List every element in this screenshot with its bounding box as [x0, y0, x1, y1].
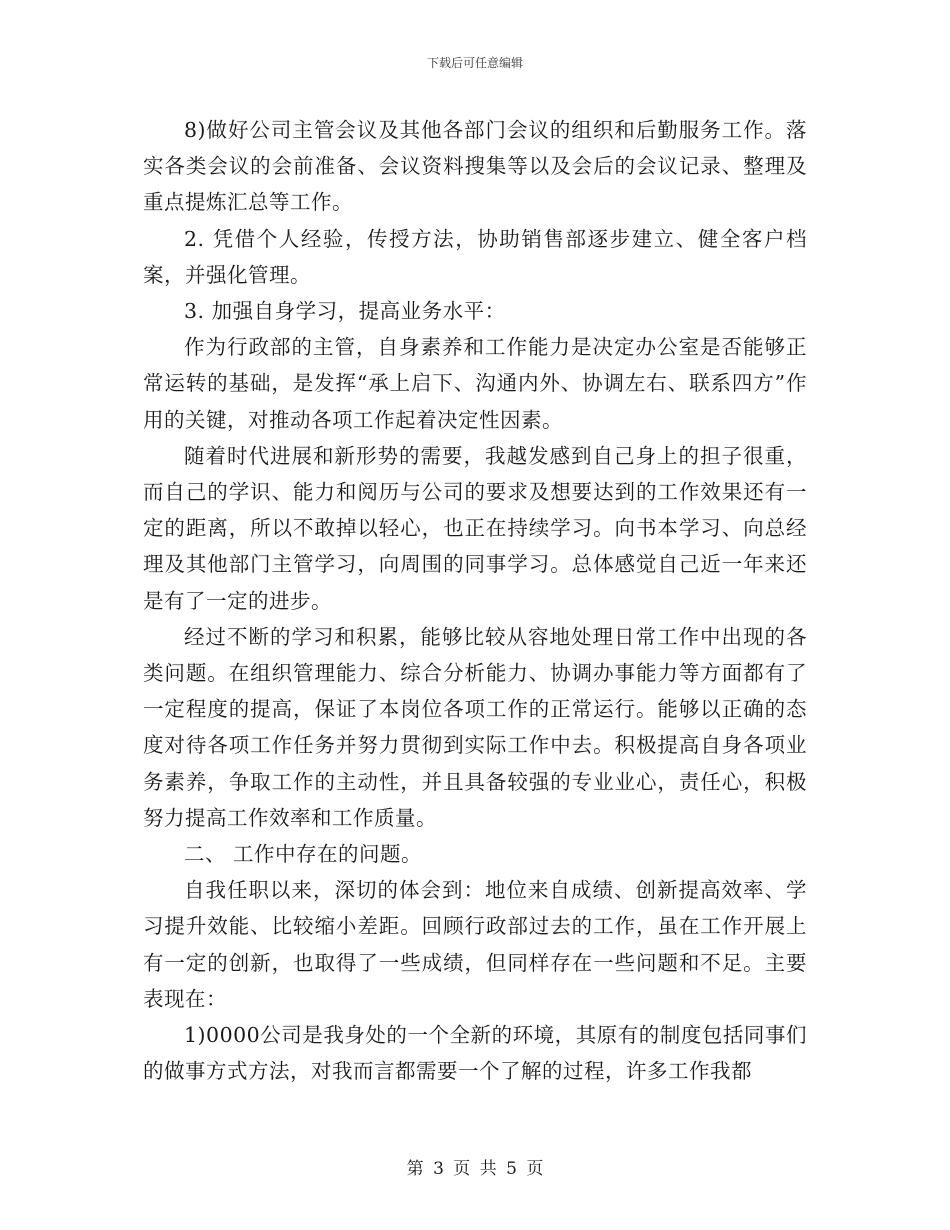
paragraph-item-8-meetings: 8)做好公司主管会议及其他各部门会议的组织和后勤服务工作。落实各类会议的会前准备、会议资料搜集等以及会后的会议记录、整理及重点提炼汇总等工作。: [143, 118, 807, 215]
page-number-footer: 第 3 页 共 5 页: [406, 1159, 544, 1179]
paragraph-problem-1: 1)0000公司是我身处的一个全新的环境，其原有的制度包括同事们的做事方式方法，对我而言都需要一个了解的过程，许多工作我都: [143, 1023, 807, 1084]
paragraph-supervisor-role: 作为行政部的主管，自身素养和工作能力是决定办公室是否能够正常运转的基础，是发挥“承上启下、沟通内外、协调左右、联系四方”作用的关键，对推动各项工作起着决定性因素。: [143, 335, 807, 432]
paragraph-accumulation: 经过不断的学习和积累，能够比较从容地处理日常工作中出现的各类问题。在组织管理能力、综合分析能力、协调办事能力等方面都有了一定程度的提高，保证了本岗位各项工作的正常运行。能够以正确的态度对待各项工作任务并努力贯彻到实际工作中去。积极提高自身各项业务素养，争取工作的主动性，并且具备较强的专业业心，责任心，积极努力提高工作效率和工作质量。: [143, 624, 807, 830]
paragraph-continuous-learning: 随着时代进展和新形势的需要，我越发感到自己身上的担子很重，而自己的学识、能力和阅历与公司的要求及想要达到的工作效果还有一定的距离，所以不敢掉以轻心，也正在持续学习。向书本学习、向总经理及其他部门主管学习，向周围的同事学习。总体感觉自己近一年来还是有了一定的进步。: [143, 443, 807, 613]
page-header-note: 下载后可任意编辑: [426, 56, 523, 70]
paragraph-self-reflection: 自我任职以来，深切的体会到：地位来自成绩、创新提高效率、学习提升效能、比较缩小差距。回顾行政部过去的工作，虽在工作开展上有一定的创新，也取得了一些成绩，但同样存在一些问题和不足。主要表现在：: [143, 878, 807, 1011]
paragraph-item-2-client-files: 2. 凭借个人经验，传授方法，协助销售部逐步建立、健全客户档案，并强化管理。: [143, 226, 807, 287]
document-body: [143, 112, 807, 1089]
paragraph-item-3-self-study: 3. 加强自身学习，提高业务水平：: [184, 299, 506, 324]
section-heading-problems: 二、 工作中存在的问题。: [184, 842, 423, 867]
